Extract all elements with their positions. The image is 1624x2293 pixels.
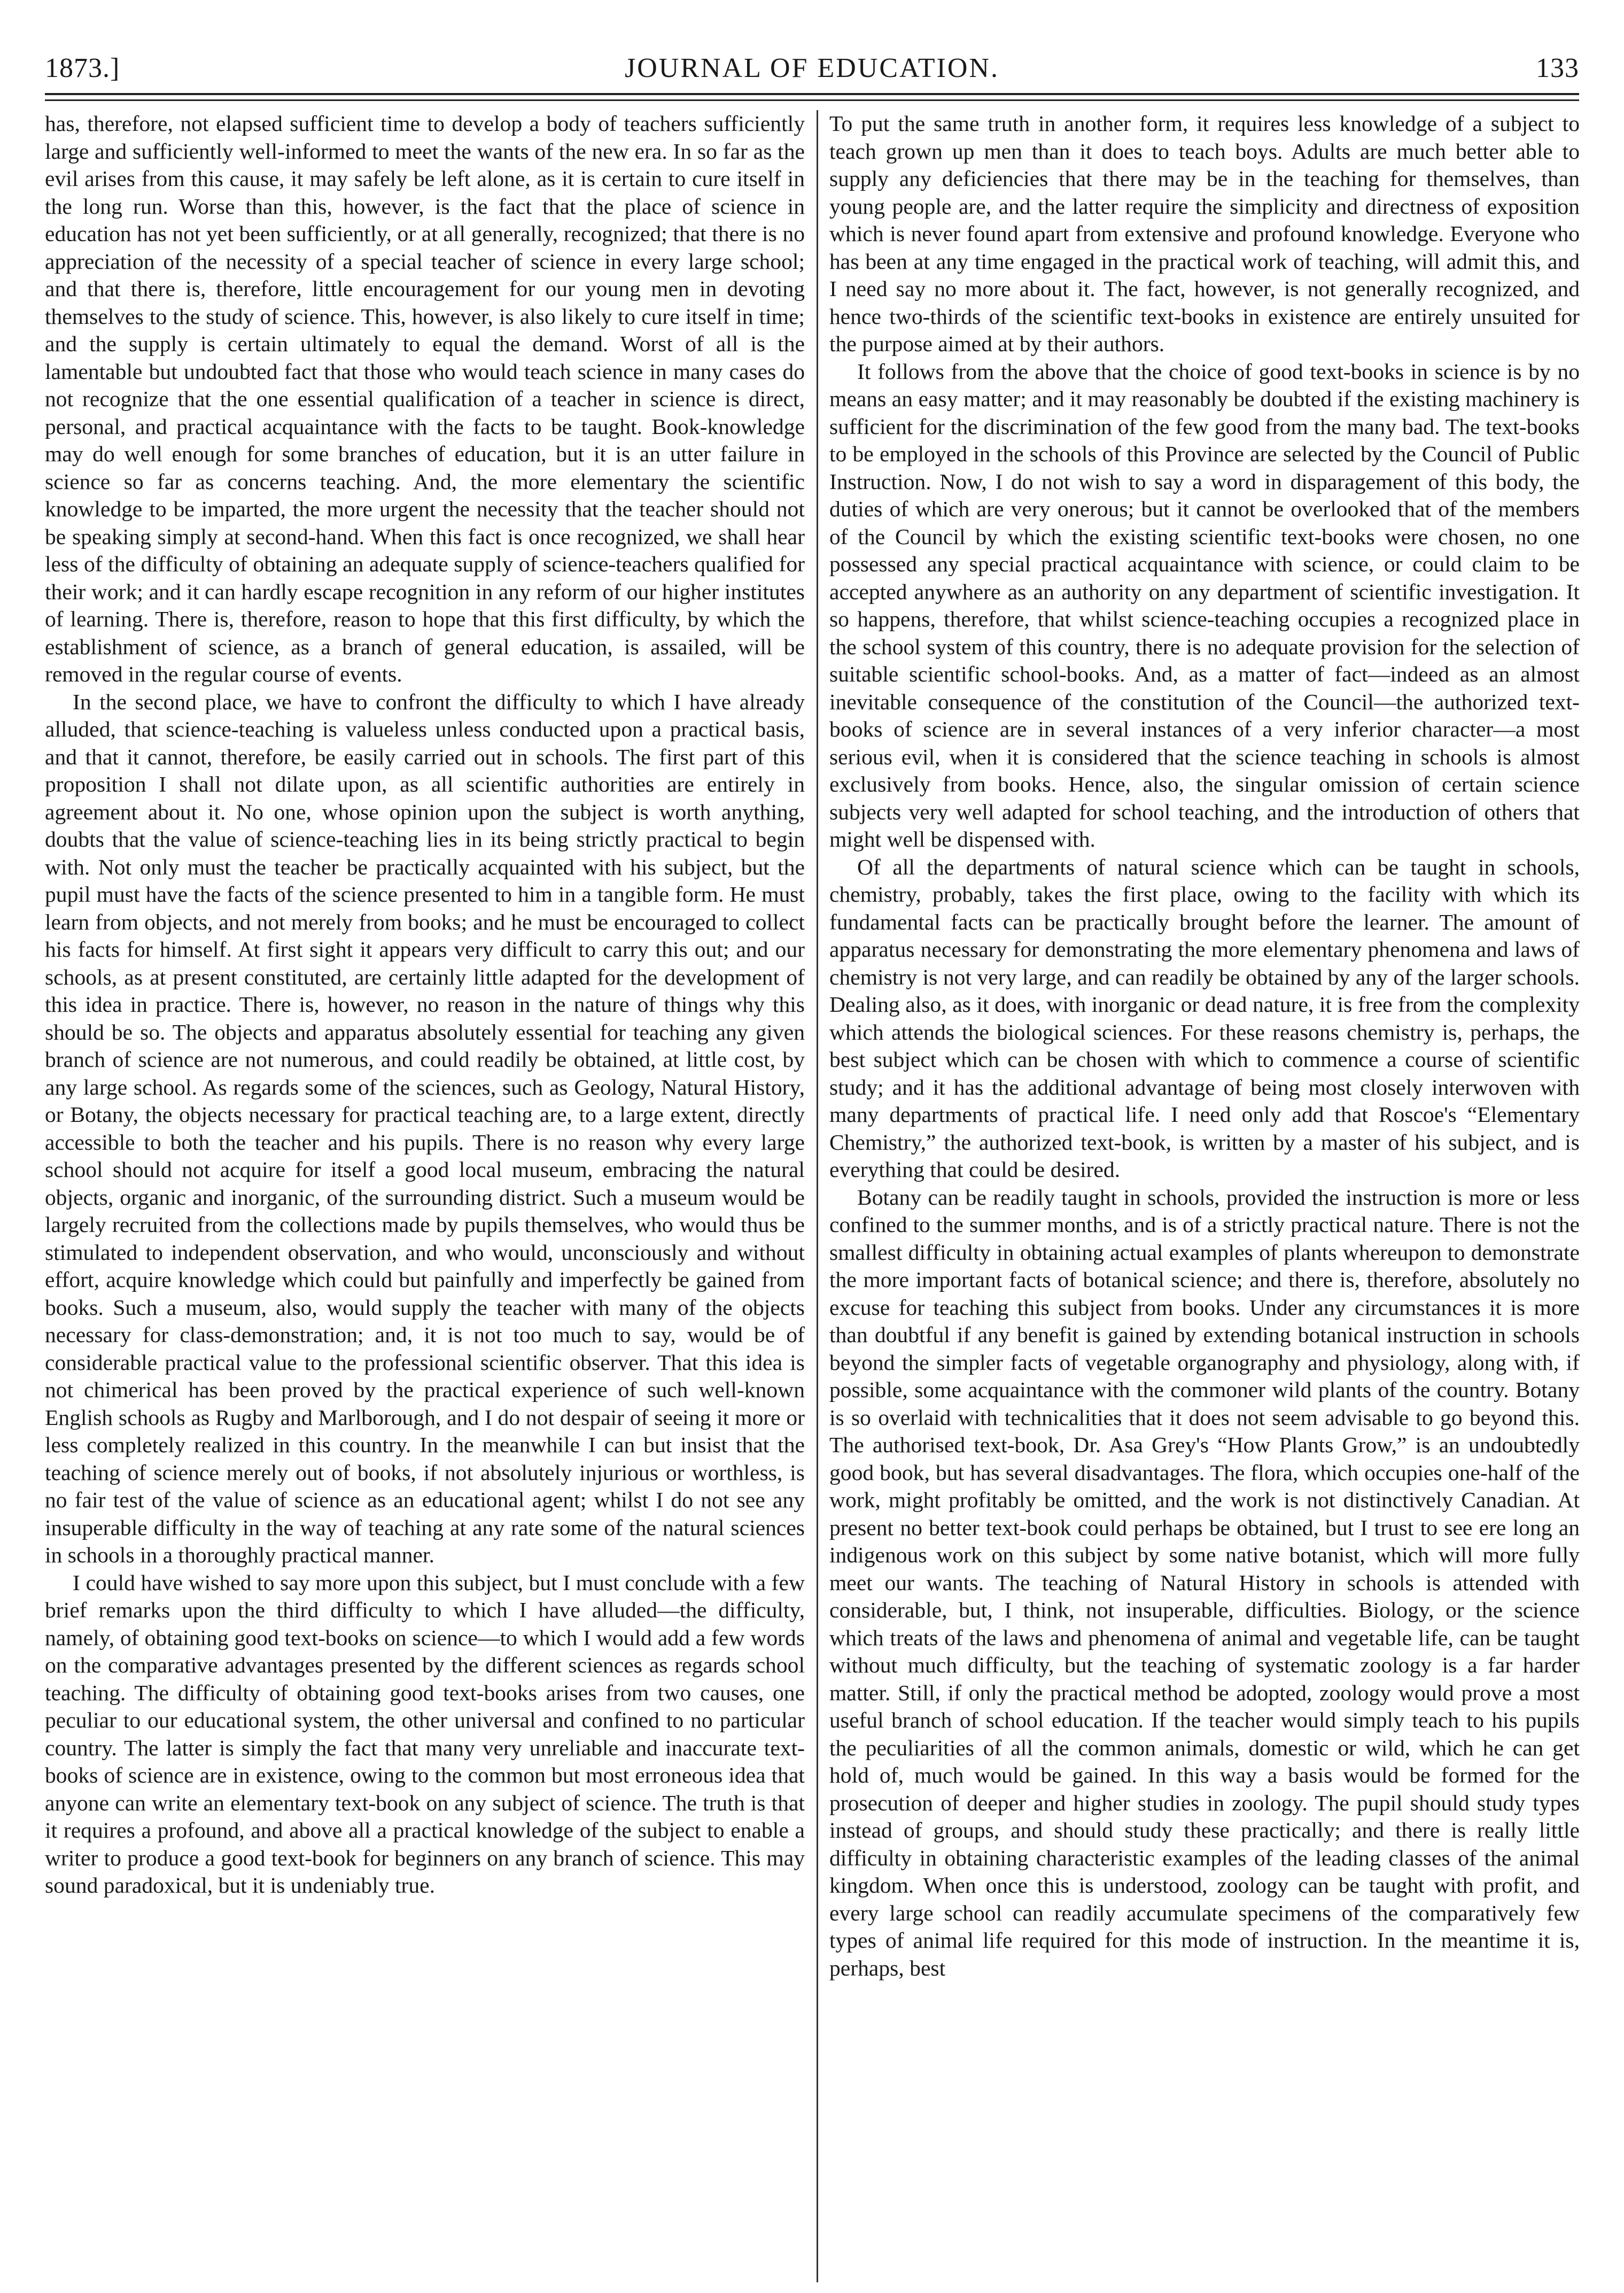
- right-paragraph-1: To put the same truth in another form, it requires less knowledge of a subject to teach grown up men than it does to teach boys. Adults are much better able to supply any deficiencies that there may be in the teaching for themselves, than young people are, and the latter require the simplicity and directness of exposition which is never found apart from extensive and profound knowledge. Everyone who has been at any time engaged in the practical work of teaching, will admit this, and I need say no more about it. The fact, however, is not generally recognized, and hence two-thirds of the scientific text-books in existence are entirely unsuited for the purpose aimed at by their authors.: [829, 111, 1580, 356]
- right-paragraph-2: It follows from the above that the choice of good text-books in science is by no means an easy matter; and it may reasonably be doubted if the existing machinery is sufficient for the discrimination of the few good from the many bad. The text-books to be employed in the schools of this Province are selected by the Council of Public Instruction. Now, I do not wish to say a word in disparagement of this body, the duties of which are very onerous; but it cannot be overlooked that of the members of the Council by which the existing scientific text-books were chosen, no one possessed any special practical acquaintance with science, or could claim to be accepted anywhere as an authority on any department of scientific investigation. It so happens, therefore, that whilst science-teaching occupies a recognized place in the school system of this country, there is no adequate provision for the selection of suitable scientific school-books. And, as a matter of fact—indeed as an almost inevitable consequence of the constitution of the Council—the authorized text-books of science are in several instances of a very inferior character—a most serious evil, when it is considered that the science teaching in schools is almost exclusively from books. Hence, also, the singular omission of certain science subjects very well adapted for school teaching, and the introduction of others that might well be dispensed with.: [829, 359, 1580, 851]
- header-year: 1873.]: [45, 53, 120, 83]
- header-title: JOURNAL OF EDUCATION.: [625, 53, 999, 83]
- running-head: [45, 47, 1579, 90]
- header-rule-thin: [45, 99, 1579, 101]
- left-paragraph-3: I could have wished to say more upon this subject, but I must conclude with a few brief remarks upon the third difficulty to which I have alluded—the difficulty, namely, of obtaining good text-books on science—to which I would add a few words on the comparative advantages presented by the different sciences as regards school teaching. The difficulty of obtaining good text-books arises from two causes, one peculiar to our educational system, the other universal and confined to no particular country. The latter is simply the fact that many very unreliable and inaccurate text-books of science are in existence, owing to the common but most erroneous idea that anyone can write an elementary text-book on any subject of science. The truth is that it requires a profound, and above all a practical knowledge of the subject to enable a writer to produce a good text-book for beginners on any branch of science. This may sound paradoxical, but it is undeniably true.: [45, 1570, 805, 1897]
- left-paragraph-1: has, therefore, not elapsed sufficient time to develop a body of teachers sufficiently large and sufficiently well-informed to meet the wants of the new era. In so far as the evil arises from this cause, it may safely be left alone, as it is certain to cure itself in the long run. Worse than this, however, is the fact that the place of science in education has not yet been sufficiently, or at all generally, recognized; that there is no appreciation of the necessity of a special teacher of science in every large school; and that there is, therefore, little encouragement for our young men in devoting themselves to the study of science. This, however, is also likely to cure itself in time; and the supply is certain ultimately to equal the demand. Worst of all is the lamentable but undoubted fact that those who would teach science in many cases do not recognize that the one essential qualification of a teacher in science is direct, personal, and practical acquaintance with the facts to be taught. Book-knowledge may do well enough for some branches of education, but it is an utter failure in science so far as concerns teaching. And, the more elementary the scientific knowledge to be imparted, the more urgent the necessity that the teacher should not be speaking simply at second-hand. When this fact is once recognized, we shall hear less of the difficulty of obtaining an adequate supply of science-teachers qualified for their work; and it can hardly escape recognition in any reform of our higher institutes of learning. There is, therefore, reason to hope that this first difficulty, by which the establishment of science, as a branch of general education, is assailed, will be removed in the regular course of events.: [45, 111, 805, 686]
- left-paragraph-2: In the second place, we have to confront the difficulty to which I have already alluded, that science-teaching is valueless unless conducted upon a practical basis, and that it cannot, therefore, be easily carried out in schools. The first part of this proposition I shall not dilate upon, as all scientific authorities are entirely in agreement about it. No one, whose opinion upon the subject is worth anything, doubts that the value of science-teaching lies in its being strictly practical to begin with. Not only must the teacher be practically acquainted with his subject, but the pupil must have the facts of the science presented to him in a tangible form. He must learn from objects, and not merely from books; and he must be encouraged to collect his facts for himself. At first sight it appears very difficult to carry this out; and our schools, as at present constituted, are certainly little adapted for the development of this idea in practice. There is, however, no reason in the nature of things why this should be so. The objects and apparatus absolutely essential for teaching any given branch of science are not numerous, and could readily be obtained, at little cost, by any large school. As regards some of the sciences, such as Geology, Natural History, or Botany, the objects necessary for practical teaching are, to a large extent, directly accessible to both the teacher and his pupils. There is no reason why every large school should not acquire for itself a good local museum, embracing the natural objects, organic and inorganic, of the surrounding district. Such a museum would be largely recruited from the collections made by pupils themselves, who would thus be stimulated to independent observation, and who would, unconsciously and without effort, acquire knowledge which could but painfully and imperfectly be gained from books. Such a museum, also, would supply the teacher with many of the objects necessary for class-demonstration; and, it is not too much to say, would be of considerable practical value to the professional scientific observer. That this idea is not chimerical has been proved by the practical experience of such well-known English schools as Rugby and Marlborough, and I do not despair of seeing it more or less completely realized in this country. In the meanwhile I can but insist that the teaching of science merely out of books, if not absolutely injurious or worthless, is no fair test of the value of science as an educational agent; whilst I do not see any insuperable difficulty in the way of teaching at any rate some of the natural sciences in schools in a thoroughly practical manner.: [45, 689, 805, 1567]
- header-page-number: 133: [1536, 53, 1579, 83]
- right-paragraph-3: Of all the departments of natural science which can be taught in schools, chemistry, probably, takes the first place, owing to the facility with which its fundamental facts can be practically brought before the learner. The amount of apparatus necessary for demonstrating the more elementary phenomena and laws of chemistry is not very large, and can readily be obtained by any of the larger schools. Dealing also, as it does, with inorganic or dead nature, it is free from the complexity which attends the biological sciences. For these reasons chemistry is, perhaps, the best subject which can be chosen with which to commence a course of scientific study; and it has the additional advantage of being most closely interwoven with many departments of practical life. I need only add that Roscoe's “Elementary Chemistry,” the authorized text-book, is written by a master of his subject, and is everything that could be desired.: [829, 854, 1580, 1182]
- header-rule-thick: [45, 93, 1579, 95]
- right-column: [829, 110, 1580, 2282]
- left-column: [45, 110, 805, 2282]
- column-divider: [817, 110, 818, 2282]
- right-paragraph-4: Botany can be readily taught in schools, provided the instruction is more or less confined to the summer months, and is of a strictly practical nature. There is not the smallest difficulty in obtaining actual examples of plants whereupon to demonstrate the more important facts of botanical science; and there is, therefore, absolutely no excuse for teaching this subject from books. Under any circumstances it is more than doubtful if any benefit is gained by extending botanical instruction in schools beyond the simpler facts of vegetable organography and physiology, along with, if possible, some acquaintance with the commoner wild plants of the country. Botany is so overlaid with technicalities that it does not seem advisable to go beyond this. The authorised text-book, Dr. Asa Grey's “How Plants Grow,” is an undoubtedly good book, but has several disadvantages. The flora, which occupies one-half of the work, might profitably be omitted, and the work is not distinctively Canadian. At present no better text-book could perhaps be obtained, but I trust to see ere long an indigenous work on this subject by some native botanist, which will more fully meet our wants. The teaching of Natural History in schools is attended with considerable, but, I think, not insuperable, difficulties. Biology, or the science which treats of the laws and phenomena of animal and vegetable life, can be taught without much difficulty, but the teaching of systematic zoology is a far harder matter. Still, if only the practical method be adopted, zoology would prove a most useful branch of school education. If the teacher would simply teach to his pupils the peculiarities of all the common animals, domestic or wild, which he can get hold of, much would be gained. In this way a basis would be formed for the prosecution of deeper and higher studies in zoology. The pupil should study types instead of groups, and should study these practically; and there is really little difficulty in obtaining characteristic examples of the leading classes of the animal kingdom. When once this is understood, zoology can be taught with profit, and every large school can readily accumulate specimens of the comparatively few types of animal life required for this mode of instruction. In the meantime it is, perhaps, best: [829, 1184, 1580, 1980]
